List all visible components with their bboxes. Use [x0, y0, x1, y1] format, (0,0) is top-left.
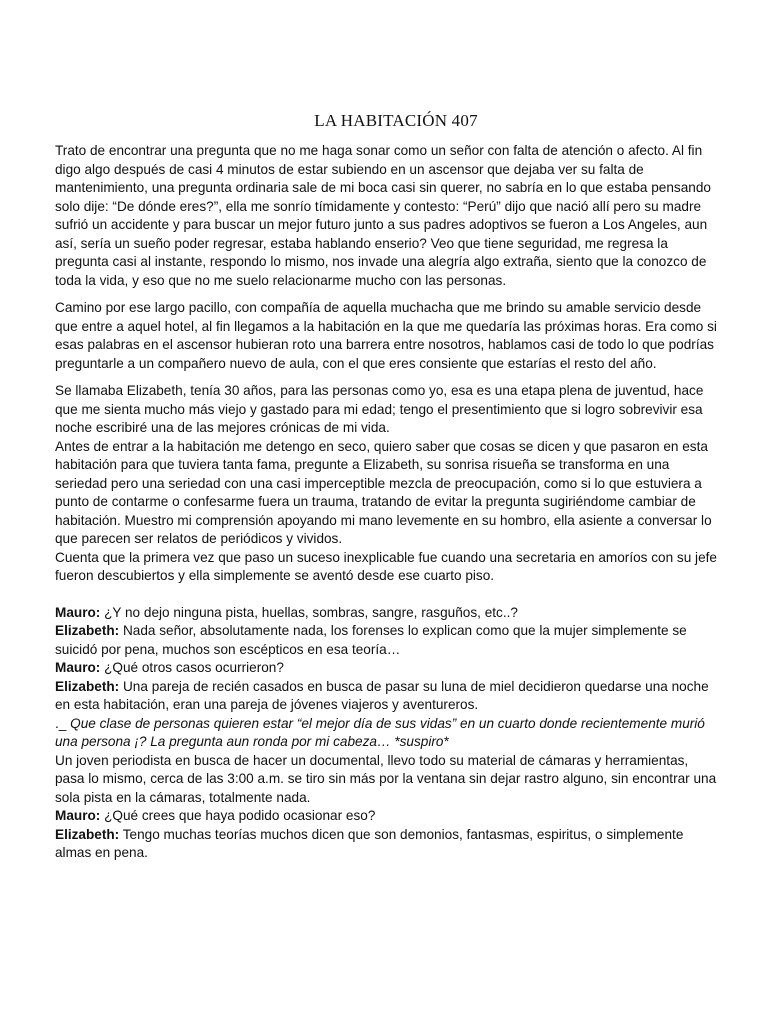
dialogue-line: [55, 826, 717, 863]
speaker-label: Elizabeth:: [55, 678, 120, 694]
document-title: LA HABITACIÓN 407: [314, 111, 478, 130]
narration-paragraph: Un joven periodista en busca de hacer un documental, llevo todo su material de cámaras y herramientas, pasa lo mismo, cerca de las 3:00 a.m. se tiro sin más por la ventana sin dejar rastro alguno, sin encontrar una sola pista en la cámaras, totalmente nada.: [55, 752, 717, 805]
dialogue-text: Nada señor, absolutamente nada, los forenses lo explican como que la mujer simplemente se suicidó por pena, muchos son escépticos en esa teoría…: [55, 623, 687, 657]
dialogue-line: [55, 678, 717, 715]
speaker-label: Mauro:: [55, 808, 101, 823]
blank-line: [55, 586, 717, 604]
dialogue-text: ¿Qué otros casos ocurrieron?: [100, 660, 284, 675]
dialogue-line: [55, 659, 717, 678]
aside-thought: [55, 715, 717, 752]
speaker-label: Elizabeth:: [55, 826, 120, 842]
dialogue-line: [55, 604, 717, 623]
dialogue-text: Una pareja de recién casados en busca de pasar su luna de miel decidieron quedarse una noche en esta habitación, eran una pareja de jóvenes viajeros y aventureros.: [55, 678, 709, 712]
paragraph-4: Antes de entrar a la habitación me detengo en seco, quiero saber que cosas se dicen y que pasaron en esta habitación para que tuviera tanta fama, pregunte a Elizabeth, su sonrisa risueña se transforma en una seriedad pero una seriedad con una casi imperceptible mezcla de preocupación, como si lo que estuviera a punto de contarme o confesarme fuera un trauma, tratando de evitar la pregunta sugiriéndome cambiar de habitación. Muestro mi comprensión apoyando mi mano levemente en su hombro, ella asiente a conversar lo que parecen ser relatos de periódicos y vividos.: [55, 438, 712, 546]
aside-italic-text: Que clase de personas quieren estar “el mejor día de sus vidas” en un cuarto donde recientemente murió una persona ¡? La pregunta aun ronda por mi cabeza… *suspiro*: [55, 715, 705, 749]
dialogue-text: Tengo muchas teorías muchos dicen que son demonios, fantasmas, espiritus, o simplemente almas en pena.: [55, 826, 684, 860]
dialogue-text: ¿Qué crees que haya podido ocasionar eso?: [100, 808, 376, 823]
paragraph-5: Cuenta que la primera vez que paso un suceso inexplicable fue cuando una secretaria en amoríos con su jefe fueron descubiertos y ella simplemente se aventó desde ese cuarto piso.: [55, 549, 717, 583]
dialogue-text: ¿Y no dejo ninguna pista, huellas, sombras, sangre, rasguños, etc..?: [100, 604, 518, 620]
dialogue-line: [55, 622, 717, 659]
paragraph-1: Trato de encontrar una pregunta que no me haga sonar como un señor con falta de atención o afecto. Al fin digo algo después de casi 4 minutos de estar subiendo en un ascensor que dejaba ver su falta de mantenimiento, una pregunta ordinaria sale de mi boca casi sin querer, no sabría en lo que estaba pensando solo dije: “De dónde eres?”, ella me sonrío tímidamente y contesto: “Perú” dijo que nació allí pero su madre sufrió un accidente y para buscar un mejor futuro junto a sus padres adoptivos se fueron a Los Angeles, aun así, sería un sueño poder regresar, estaba hablando enserio? Veo que tiene seguridad, me regresa la pregunta casi al instante, respondo lo mismo, nos invade una alegría algo extraña, siento que la conozco de toda la vida, y eso que no me suelo relacionarme mucho con las personas.: [55, 143, 711, 288]
speaker-label: Elizabeth:: [55, 623, 120, 638]
dialogue-line: [55, 807, 717, 826]
speaker-label: Mauro:: [55, 604, 101, 620]
aside-prefix: ._: [55, 715, 71, 731]
document-page: [55, 110, 717, 863]
paragraph-3: Se llamaba Elizabeth, tenía 30 años, para las personas como yo, esa es una etapa plena de juventud, hace que me sienta mucho más viejo y gastado para mi edad; tengo el presentimiento que si logro sobrevivir esa noche escribiré una de las mejores crónicas de mi vida.: [55, 383, 704, 435]
speaker-label: Mauro:: [55, 660, 101, 675]
paragraph-2: Camino por ese largo pacillo, con compañía de aquella muchacha que me brindo su amable servicio desde que entre a aquel hotel, al fin llegamos a la habitación en la que me quedaría las próximas horas. Era como si esas palabras en el ascensor hubieran roto una barrera entre nosotros, hablamos casi de todo lo que podrías preguntarle a un compañero nuevo de aula, con el que eres consiente que estarías el resto del año.: [55, 300, 717, 371]
